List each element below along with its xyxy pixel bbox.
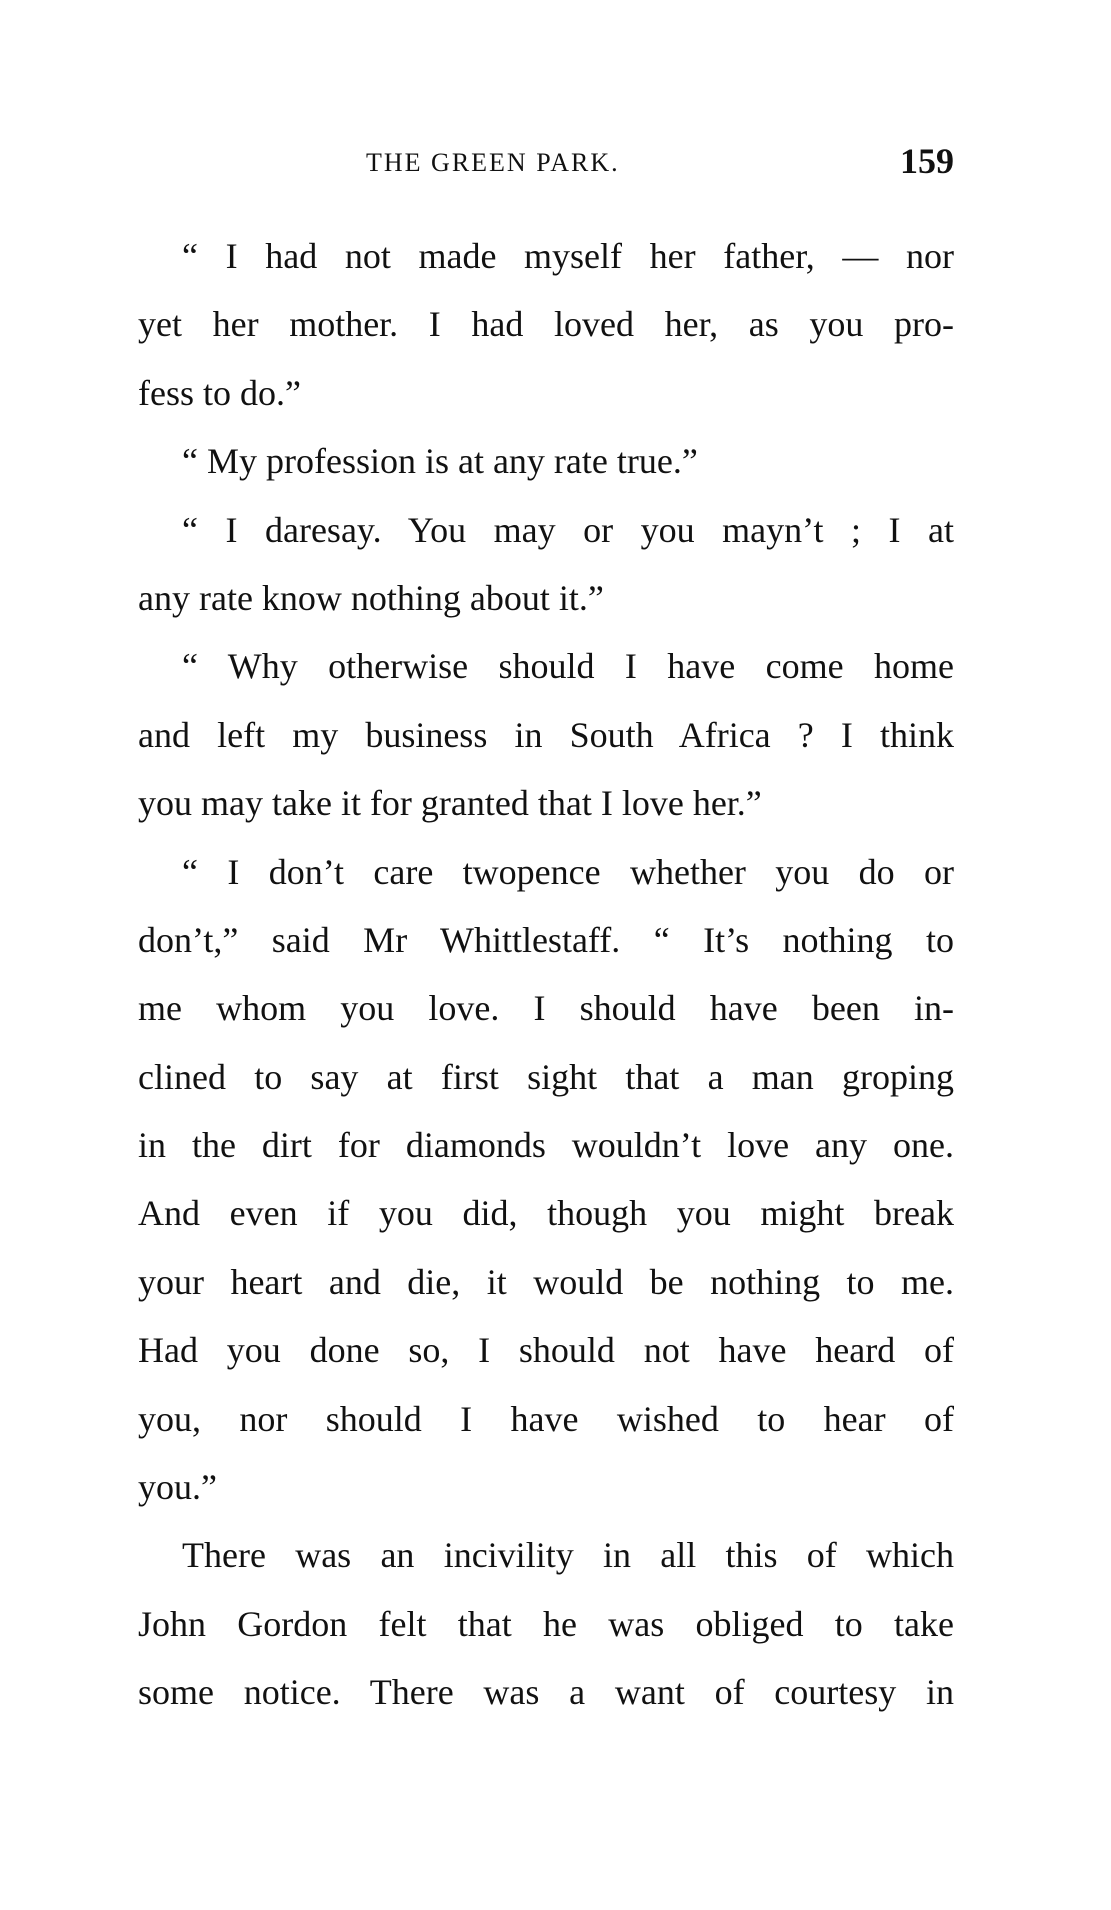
text-line: “ Why otherwise should I have come home <box>182 646 954 687</box>
text-line: clined to say at first sight that a man groping <box>138 1056 954 1097</box>
text-line: you, nor should I have wished to hear of <box>138 1398 954 1439</box>
paragraph <box>94 222 954 427</box>
text-line: John Gordon felt that he was obliged to take <box>138 1603 954 1644</box>
running-title: THE GREEN PARK. <box>366 148 620 177</box>
paragraph <box>94 427 954 495</box>
body-text <box>94 222 954 1727</box>
text-line: some notice. There was a want of courtesy in <box>138 1672 954 1713</box>
text-line: “ I don’t care twopence whether you do or <box>182 851 954 892</box>
running-head <box>94 140 954 180</box>
text-line: don’t,” said Mr Whittlestaff. “ It’s nothing to <box>138 919 954 960</box>
text-line: And even if you did, though you might break <box>138 1193 954 1234</box>
text-line: you may take it for granted that I love her.” <box>138 783 762 824</box>
paragraph <box>94 632 954 837</box>
text-line: you.” <box>138 1467 217 1508</box>
text-line: “ I daresay. You may or you mayn’t ; I at <box>182 509 954 550</box>
text-line: Had you done so, I should not have heard of <box>138 1330 954 1371</box>
text-line: and left my business in South Africa ? I think <box>138 714 954 755</box>
text-line: fess to do.” <box>138 372 301 413</box>
paragraph <box>94 838 954 1522</box>
text-line: There was an incivility in all this of which <box>182 1535 954 1576</box>
paragraph <box>94 496 954 633</box>
paragraph <box>94 1521 954 1726</box>
text-line: me whom you love. I should have been in- <box>138 988 954 1029</box>
text-line: in the dirt for diamonds wouldn’t love any one. <box>138 1125 954 1166</box>
page-number: 159 <box>900 141 954 181</box>
text-line: any rate know nothing about it.” <box>138 577 604 618</box>
text-line: “ I had not made myself her father, — nor <box>182 236 954 276</box>
text-line: yet her mother. I had loved her, as you pro- <box>138 304 954 345</box>
text-line: your heart and die, it would be nothing to me. <box>138 1261 954 1302</box>
text-line: “ My profession is at any rate true.” <box>182 441 698 482</box>
